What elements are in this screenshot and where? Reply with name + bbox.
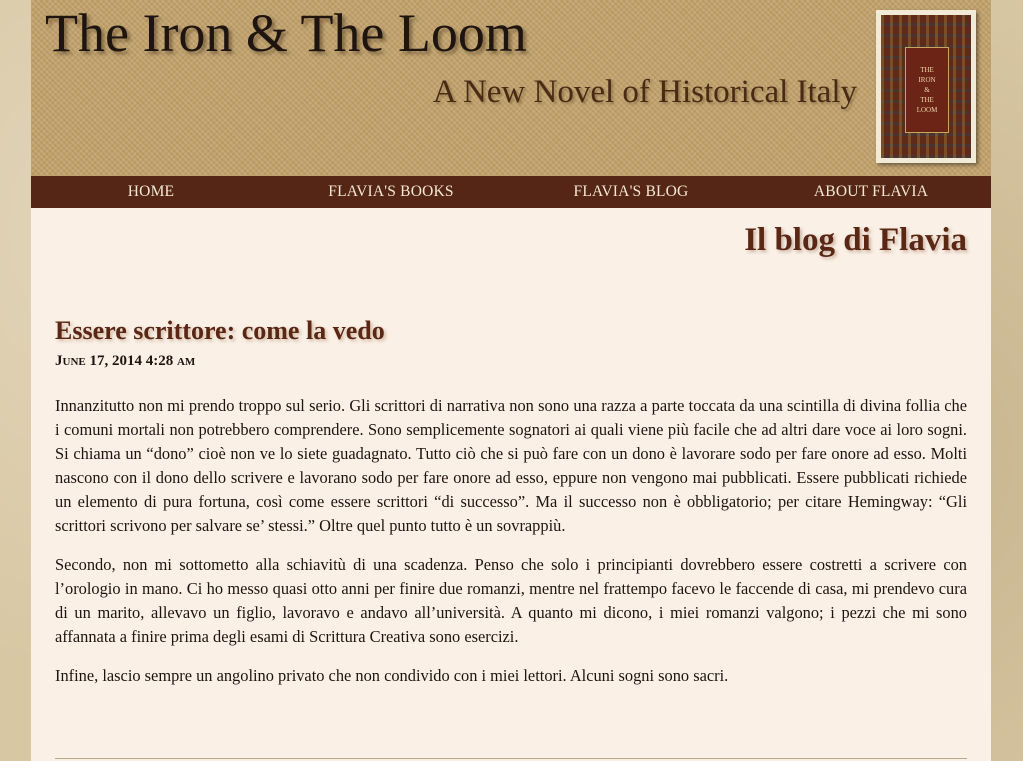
- post-divider: [55, 758, 967, 759]
- nav-item-flavias-books[interactable]: FLAVIA'S BOOKS: [328, 183, 454, 200]
- post-paragraph: Secondo, non mi sottometto alla schiavitù di una scadenza. Penso che solo i principianti dovrebbero essere costretti a scrivere con l’orologio in mano. Ci ho messo quasi otto anni per finire due romanzi, mentre nel frattempo facevo le faccende di casa, mi prendevo cura di un marito, allevavo un figlio, lavoravo e andavo all’università. A quanto mi dicono, i miei romanzi valgono; i pezzi che mi sono affannata a finire prima degli esami di Scrittura Creativa sono esercizi.: [55, 555, 967, 646]
- book-cover-title: [905, 47, 949, 133]
- blog-heading: Il blog di Flavia: [744, 222, 967, 258]
- cover-text-line: &: [924, 86, 930, 94]
- post-title[interactable]: Essere scrittore: come la vedo: [55, 316, 385, 345]
- cover-text-line: THE: [920, 66, 934, 74]
- cover-text-line: LOOM: [916, 106, 938, 114]
- cover-text-line: THE: [920, 96, 934, 104]
- content-area: [31, 208, 991, 761]
- book-cover-image[interactable]: [876, 10, 976, 163]
- post-date: June 17, 2014 4:28 am: [55, 353, 196, 369]
- page-wrapper: [31, 0, 991, 761]
- site-subtitle: A New Novel of Historical Italy: [432, 74, 857, 110]
- post-body: [55, 394, 967, 703]
- post-paragraph: Innanzitutto non mi prendo troppo sul serio. Gli scrittori di narrativa non sono una razza a parte toccata da una scintilla di divina follia che i comuni mortali non potrebbero comprendere. Sono semplicemente sognatori ai quali viene più facile che ad altri dare voce ai loro sogni. Si chiama un “dono” cioè non ve lo siete guadagnato. Tutto ciò che si può fare con un dono è lavorare sodo per fare onore ad esso. Molti nascono con il dono dello scrivere e lavorano sodo per fare onore ad esso, eppure non vengono mai pubblicati. Essere pubblicati richiede un elemento di pura fortuna, così come essere scrittori “di successo”. Ma il successo non è obbligatorio; per citare Hemingway: “Gli scrittori scrivono per salvare se’ stessi.” Oltre quel punto tutto è un sovrappiù.: [55, 396, 967, 535]
- site-header: [31, 0, 991, 176]
- nav-item-flavias-blog[interactable]: FLAVIA'S BLOG: [573, 183, 689, 200]
- site-title[interactable]: The Iron & The Loom: [45, 3, 527, 63]
- book-cover-artwork: [881, 15, 971, 158]
- post-paragraph: Infine, lascio sempre un angolino privato che non condivido con i miei lettori. Alcuni sogni sono sacri.: [55, 666, 729, 685]
- nav-item-about-flavia[interactable]: ABOUT FLAVIA: [813, 183, 929, 200]
- cover-text-line: IRON: [918, 76, 936, 84]
- main-nav: [31, 176, 991, 208]
- nav-item-home[interactable]: HOME: [127, 183, 175, 200]
